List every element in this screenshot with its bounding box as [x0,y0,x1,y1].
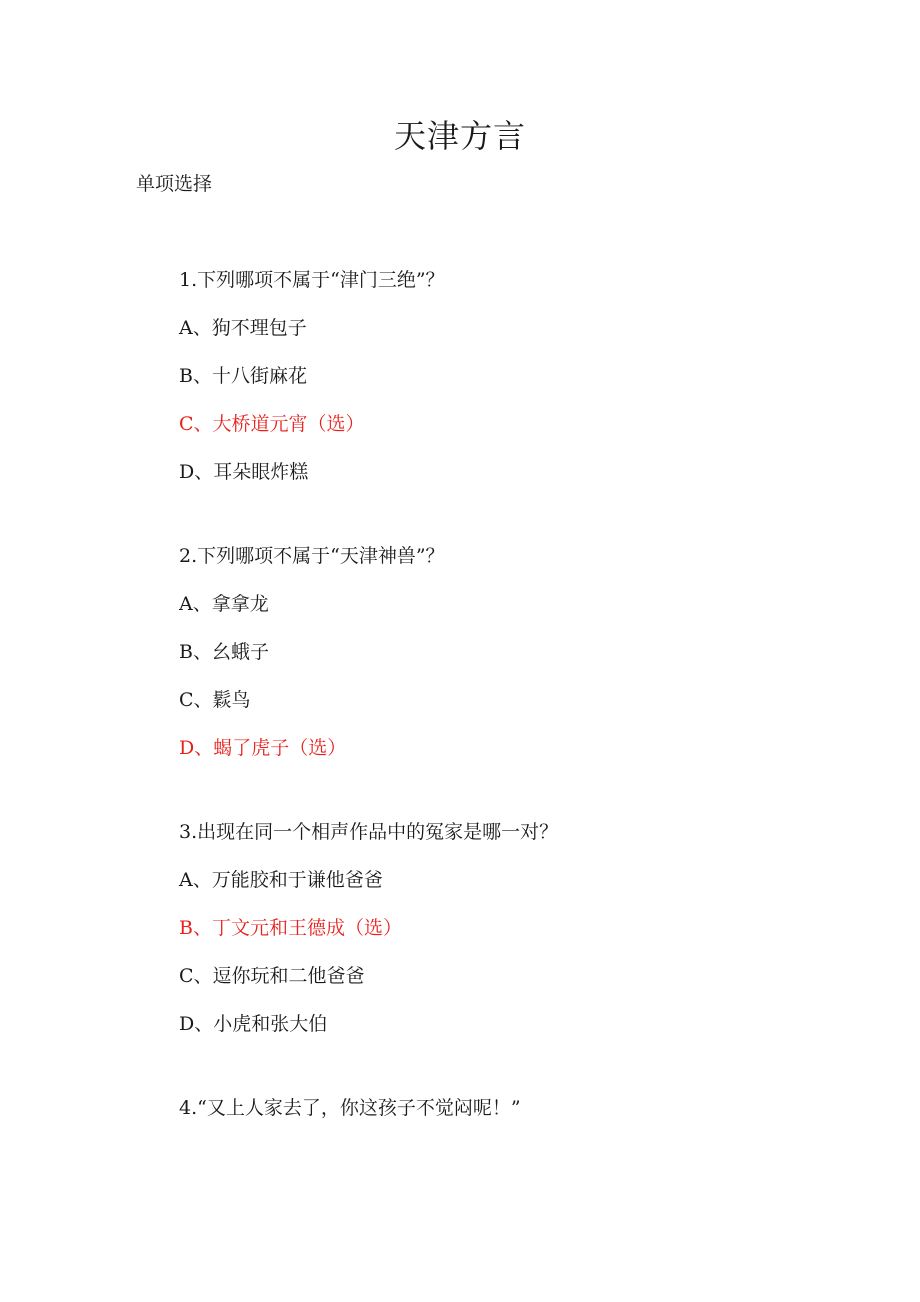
option-a: A、狗不理包子 [179,317,307,339]
section-label: 单项选择 [136,173,213,195]
option-b: B、十八街麻花 [179,365,307,387]
question-4 [179,1090,859,1126]
question-3 [179,814,859,1042]
question-text: 4.“又上人家去了，你这孩子不觉闷呢！” [179,1097,521,1119]
question-text: 2.下列哪项不属于“天津神兽”？ [179,545,445,567]
option-list [179,862,859,1042]
option-a: A、万能胶和于谦他爸爸 [179,869,383,891]
question-2 [179,538,859,766]
option-c: C、逗你玩和二他爸爸 [179,965,365,987]
question-text: 3.出现在同一个相声作品中的冤家是哪一对？ [179,821,559,843]
document-title: 天津方言 [393,117,526,155]
option-list [179,586,859,766]
option-c: C、鬏鸟 [179,689,251,711]
question-text: 1.下列哪项不属于“津门三绝”？ [179,269,445,291]
option-b-correct: B、丁文元和王德成（选） [179,917,402,939]
option-d: D、耳朵眼炸糕 [179,461,309,483]
option-c-correct: C、大桥道元宵（选） [179,413,365,435]
option-list [179,310,859,490]
option-b: B、幺蛾子 [179,641,269,663]
question-1 [179,262,859,490]
option-d-correct: D、蝎了虎子（选） [179,737,347,759]
option-a: A、拿拿龙 [179,593,269,615]
option-d: D、小虎和张大伯 [179,1013,328,1035]
question-list [179,262,859,1174]
